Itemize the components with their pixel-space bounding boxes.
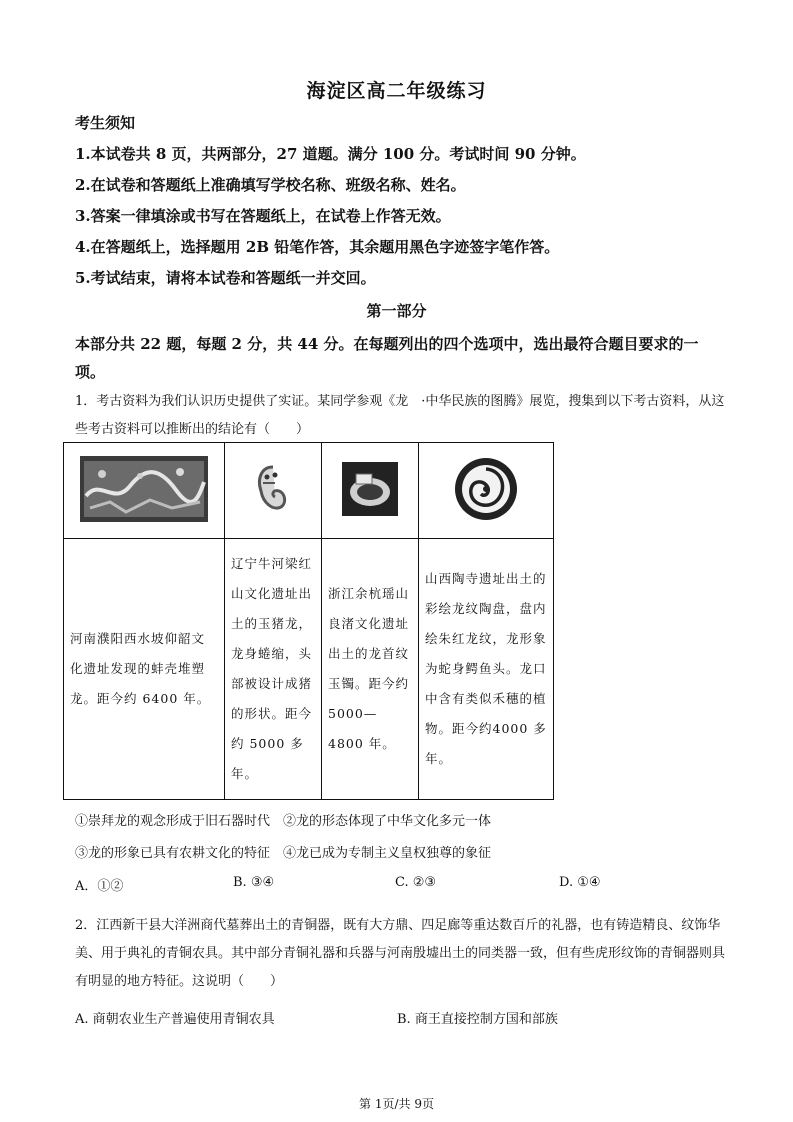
- relics-table: [63, 442, 554, 800]
- notice-rule-3: 3.答案一律填涂或书写在答题纸上，在试卷上作答无效。: [75, 207, 451, 225]
- question-2-stem: 2．江西新干县大洋洲商代墓葬出土的青铜器，既有大方鼎、四足廊等重达数百斤的礼器，也有铸造精良、纹饰华美、用于典礼的青铜农具。其中部分青铜礼器和兵器与河南殷墟出土的同类器一致，但有些虎形纹饰的青铜器则具有明显的地方特征。这说明（ ）: [75, 918, 726, 989]
- notice-rule-1: 1.本试卷共 8 页，共两部分，27 道题。满分 100 分。考试时间 90 分钟。: [75, 145, 586, 163]
- page-title: 海淀区高二年级练习: [306, 80, 487, 102]
- relic-image-cell-1: [64, 443, 225, 539]
- page-number: 第 1页/共 9页: [359, 1097, 434, 1111]
- q1-choice-d: D. ①④: [559, 875, 601, 890]
- part-title: 第一部分: [366, 302, 427, 320]
- painted-dragon-plate-icon: [453, 456, 519, 522]
- relic-text-2: 辽宁牛河梁红山文化遗址出土的玉猪龙，龙身蜷缩，头部被设计成猪的形状。距今约 5000 多年。: [225, 539, 322, 800]
- relic-image-cell-3: [322, 443, 419, 539]
- clamshell-dragon-photo-icon: [80, 456, 208, 522]
- notice-rule-2: 2.在试卷和答题纸上准确填写学校名称、班级名称、姓名。: [75, 176, 466, 194]
- notice-rule-4: 4.在答题纸上，选择题用 2B 铅笔作答，其余题用黑色字迹签字笔作答。: [75, 238, 560, 256]
- notice-rule-5: 5.考试结束，请将本试卷和答题纸一并交回。: [75, 269, 376, 287]
- q2-choice-a: A. 商朝农业生产普遍使用青铜农具: [75, 1012, 275, 1027]
- q1-choice-c: C. ②③: [395, 875, 437, 890]
- notice-heading: 考生须知: [75, 114, 136, 132]
- jade-pig-dragon-icon: [253, 463, 293, 515]
- jade-bracelet-icon: [342, 462, 398, 516]
- q1-choice-a: A．①②: [75, 879, 124, 894]
- question-1-stem: 1．考古资料为我们认识历史提供了实证。某同学参观《龙 ·中华民族的图腾》展览，搜集到以下考古资料，从这些考古资料可以推断出的结论有（ ）: [75, 394, 725, 437]
- statement-line-1: ①崇拜龙的观念形成于旧石器时代 ②龙的形态体现了中华文化多元一体: [75, 814, 492, 829]
- relic-text-1: 河南濮阳西水坡仰韶文化遗址发现的蚌壳堆塑龙。距今约 6400 年。: [64, 539, 225, 800]
- relic-image-cell-4: [419, 443, 554, 539]
- part-description: 本部分共 22 题，每题 2 分，共 44 分。在每题列出的四个选项中，选出最符合题目要求的一项。: [75, 335, 699, 381]
- relic-text-4: 山西陶寺遗址出土的彩绘龙纹陶盘，盘内绘朱红龙纹，龙形象为蛇身鳄鱼头。龙口中含有类似禾穗的植物。距今约4000 多年。: [419, 539, 554, 800]
- q2-choice-b: B. 商王直接控制方国和部族: [397, 1012, 558, 1027]
- relic-text-3: 浙江余杭瑶山良渚文化遗址出土的龙首纹玉镯。距今约 5000—4800 年。: [322, 539, 419, 800]
- relic-image-cell-2: [225, 443, 322, 539]
- statement-line-2: ③龙的形象已具有农耕文化的特征 ④龙已成为专制主义皇权独尊的象征: [75, 846, 492, 861]
- q1-choice-b: B. ③④: [233, 875, 275, 890]
